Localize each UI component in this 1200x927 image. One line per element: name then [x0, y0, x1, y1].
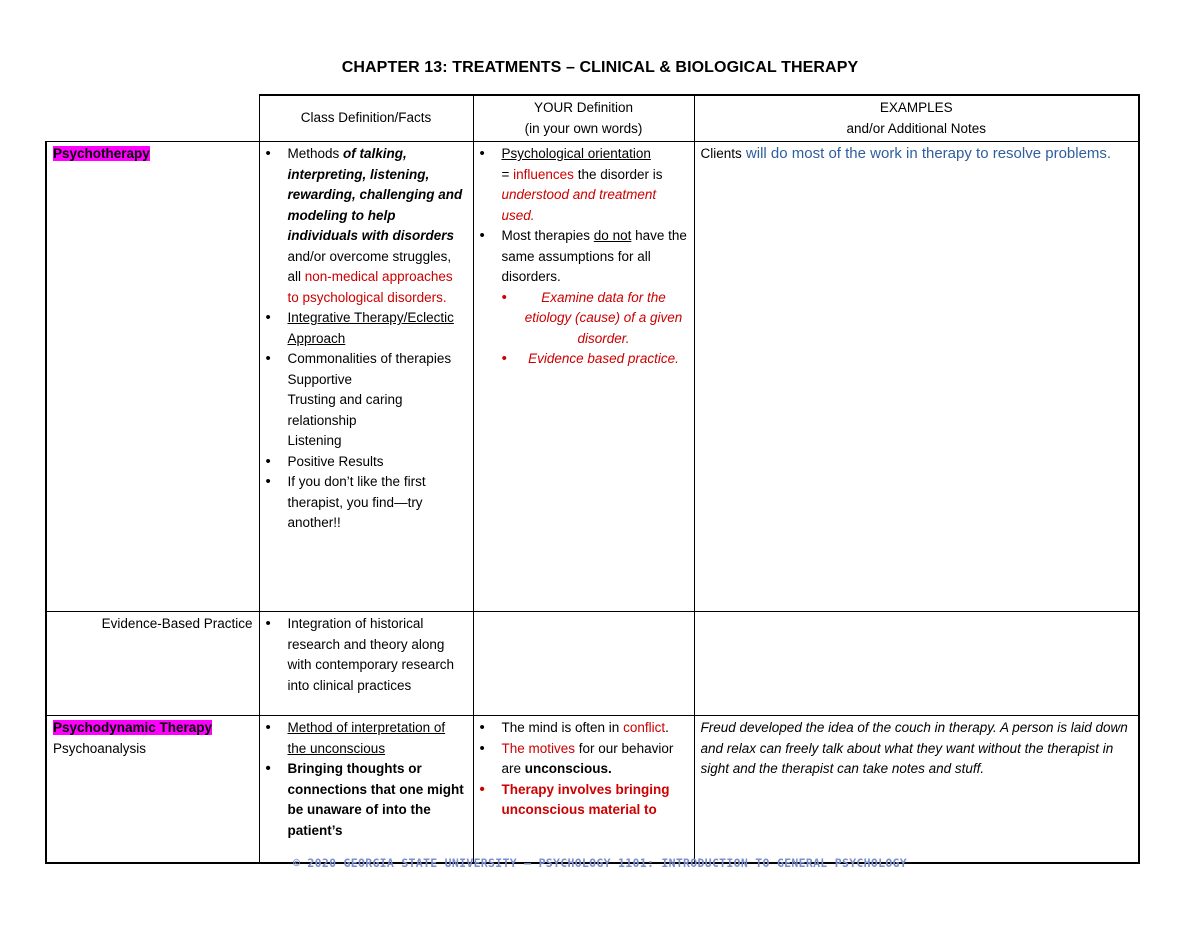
text-span: the disorder is — [573, 166, 663, 182]
row-sublabel-psychoanalysis: Psychoanalysis — [53, 740, 147, 756]
text-span: Integrative Therapy/Eclectic Approach — [287, 310, 454, 346]
facts-cell — [259, 612, 473, 716]
header-examples-line1: EXAMPLES — [879, 100, 953, 115]
header-blank-cell — [46, 95, 259, 142]
header-row — [46, 95, 1139, 142]
list-item: • Integration of historical research and theory along with contemporary research into clinical practices — [288, 614, 467, 696]
table-row — [46, 716, 1139, 864]
facts-list — [266, 614, 467, 696]
row-label-cell — [46, 716, 259, 864]
header-examples-line2: and/or Additional Notes — [846, 120, 987, 136]
facts-list — [266, 718, 467, 841]
list-item — [288, 144, 467, 308]
table-row — [46, 612, 1139, 716]
text-span: and/or overcome struggles, all — [287, 248, 452, 284]
text-span: If you don’t like the first therapist, you find—try another!! — [287, 474, 426, 530]
row-label-psychotherapy: Psychotherapy — [53, 146, 150, 161]
your-definition-cell — [473, 716, 694, 864]
plain-line: Trusting and caring relationship — [287, 392, 403, 428]
text-span: understood and treatment used. — [501, 187, 657, 223]
text-span: = — [501, 166, 514, 182]
cell-clip — [480, 718, 688, 860]
list-item — [288, 349, 467, 370]
list-item: • Method of interpretation of the unconscious — [288, 718, 467, 759]
row-label-cell — [46, 142, 259, 612]
header-your-definition-line1: YOUR Definition — [533, 100, 634, 115]
header-your-definition-line2: (in your own words) — [524, 120, 643, 136]
list-item: • Therapy involves bringing unconscious material to — [502, 780, 688, 821]
text-span: non-medical approaches to psychological disorders. — [287, 269, 453, 305]
plain-line: Listening — [287, 433, 342, 448]
list-item — [502, 144, 688, 226]
list-item — [502, 226, 688, 288]
table-row — [46, 142, 1139, 612]
definition-list — [480, 718, 688, 821]
header-class-definition: Class Definition/Facts — [259, 95, 473, 142]
notes-table — [45, 94, 1140, 864]
text-span: do not — [593, 228, 632, 243]
text-span: Psychological orientation — [501, 146, 651, 161]
definition-list — [480, 144, 688, 288]
text-span: have the same assumptions for all disorders. — [501, 228, 687, 284]
list-item — [502, 739, 688, 780]
text-span: Commonalities of therapies — [287, 351, 452, 366]
text-span: for our behavior are — [501, 740, 674, 776]
text-span: Most therapies — [501, 228, 594, 243]
list-item — [288, 308, 467, 349]
freud-note: Freud developed the idea of the couch in therapy. A person is laid down and relax can freely talk about what they want without the therapist in sight and the therapist can take notes and stuff. — [700, 720, 1128, 776]
sub-list — [480, 288, 688, 370]
text-span: . — [665, 720, 669, 735]
list-item — [502, 718, 688, 739]
text-span: The mind is often in — [501, 720, 624, 735]
facts-cell — [259, 716, 473, 864]
text-span: conflict — [623, 720, 666, 735]
page-title: CHAPTER 13: TREATMENTS – CLINICAL & BIOLOGICAL THERAPY — [341, 59, 859, 76]
list-item — [288, 452, 467, 473]
text-span: will do most of the work in therapy to resolve problems. — [741, 145, 1112, 162]
your-definition-cell — [473, 612, 694, 716]
text-span: Clients — [700, 146, 742, 161]
text-span: influences — [513, 166, 574, 182]
text-span: Methods — [287, 146, 344, 161]
facts-cell — [259, 142, 473, 612]
list-item — [288, 472, 467, 534]
row-label-evidence-based-practice: Evidence-Based Practice — [46, 612, 259, 716]
facts-list — [266, 144, 467, 370]
text-span: unconscious. — [524, 761, 612, 776]
plain-line: Supportive — [287, 371, 353, 387]
list-item: • Examine data for the etiology (cause) of a given disorder. — [520, 288, 688, 350]
header-examples — [694, 95, 1139, 142]
header-your-definition — [473, 95, 694, 142]
facts-list — [266, 452, 467, 534]
row-label-psychodynamic: Psychodynamic Therapy — [53, 720, 213, 735]
footer-copyright: © 2020 GEORGIA STATE UNIVERSITY – PSYCHOLOGY 1101: INTRODUCTION TO GENERAL PSYCHOLOGY — [292, 856, 907, 870]
list-item: • Evidence based practice. — [520, 349, 688, 370]
cell-clip — [53, 718, 253, 860]
examples-cell — [694, 716, 1139, 864]
cell-clip — [266, 718, 467, 860]
text-span: of talking, interpreting, listening, rewarding, challenging and modeling to help individuals with disorders — [287, 146, 463, 243]
text-span: Positive Results — [287, 453, 384, 469]
examples-cell — [694, 612, 1139, 716]
examples-cell — [694, 142, 1139, 612]
list-item: • Bringing thoughts or connections that one might be unaware of into the patient’s — [288, 759, 467, 841]
text-span: The motives — [501, 740, 576, 756]
your-definition-cell — [473, 142, 694, 612]
